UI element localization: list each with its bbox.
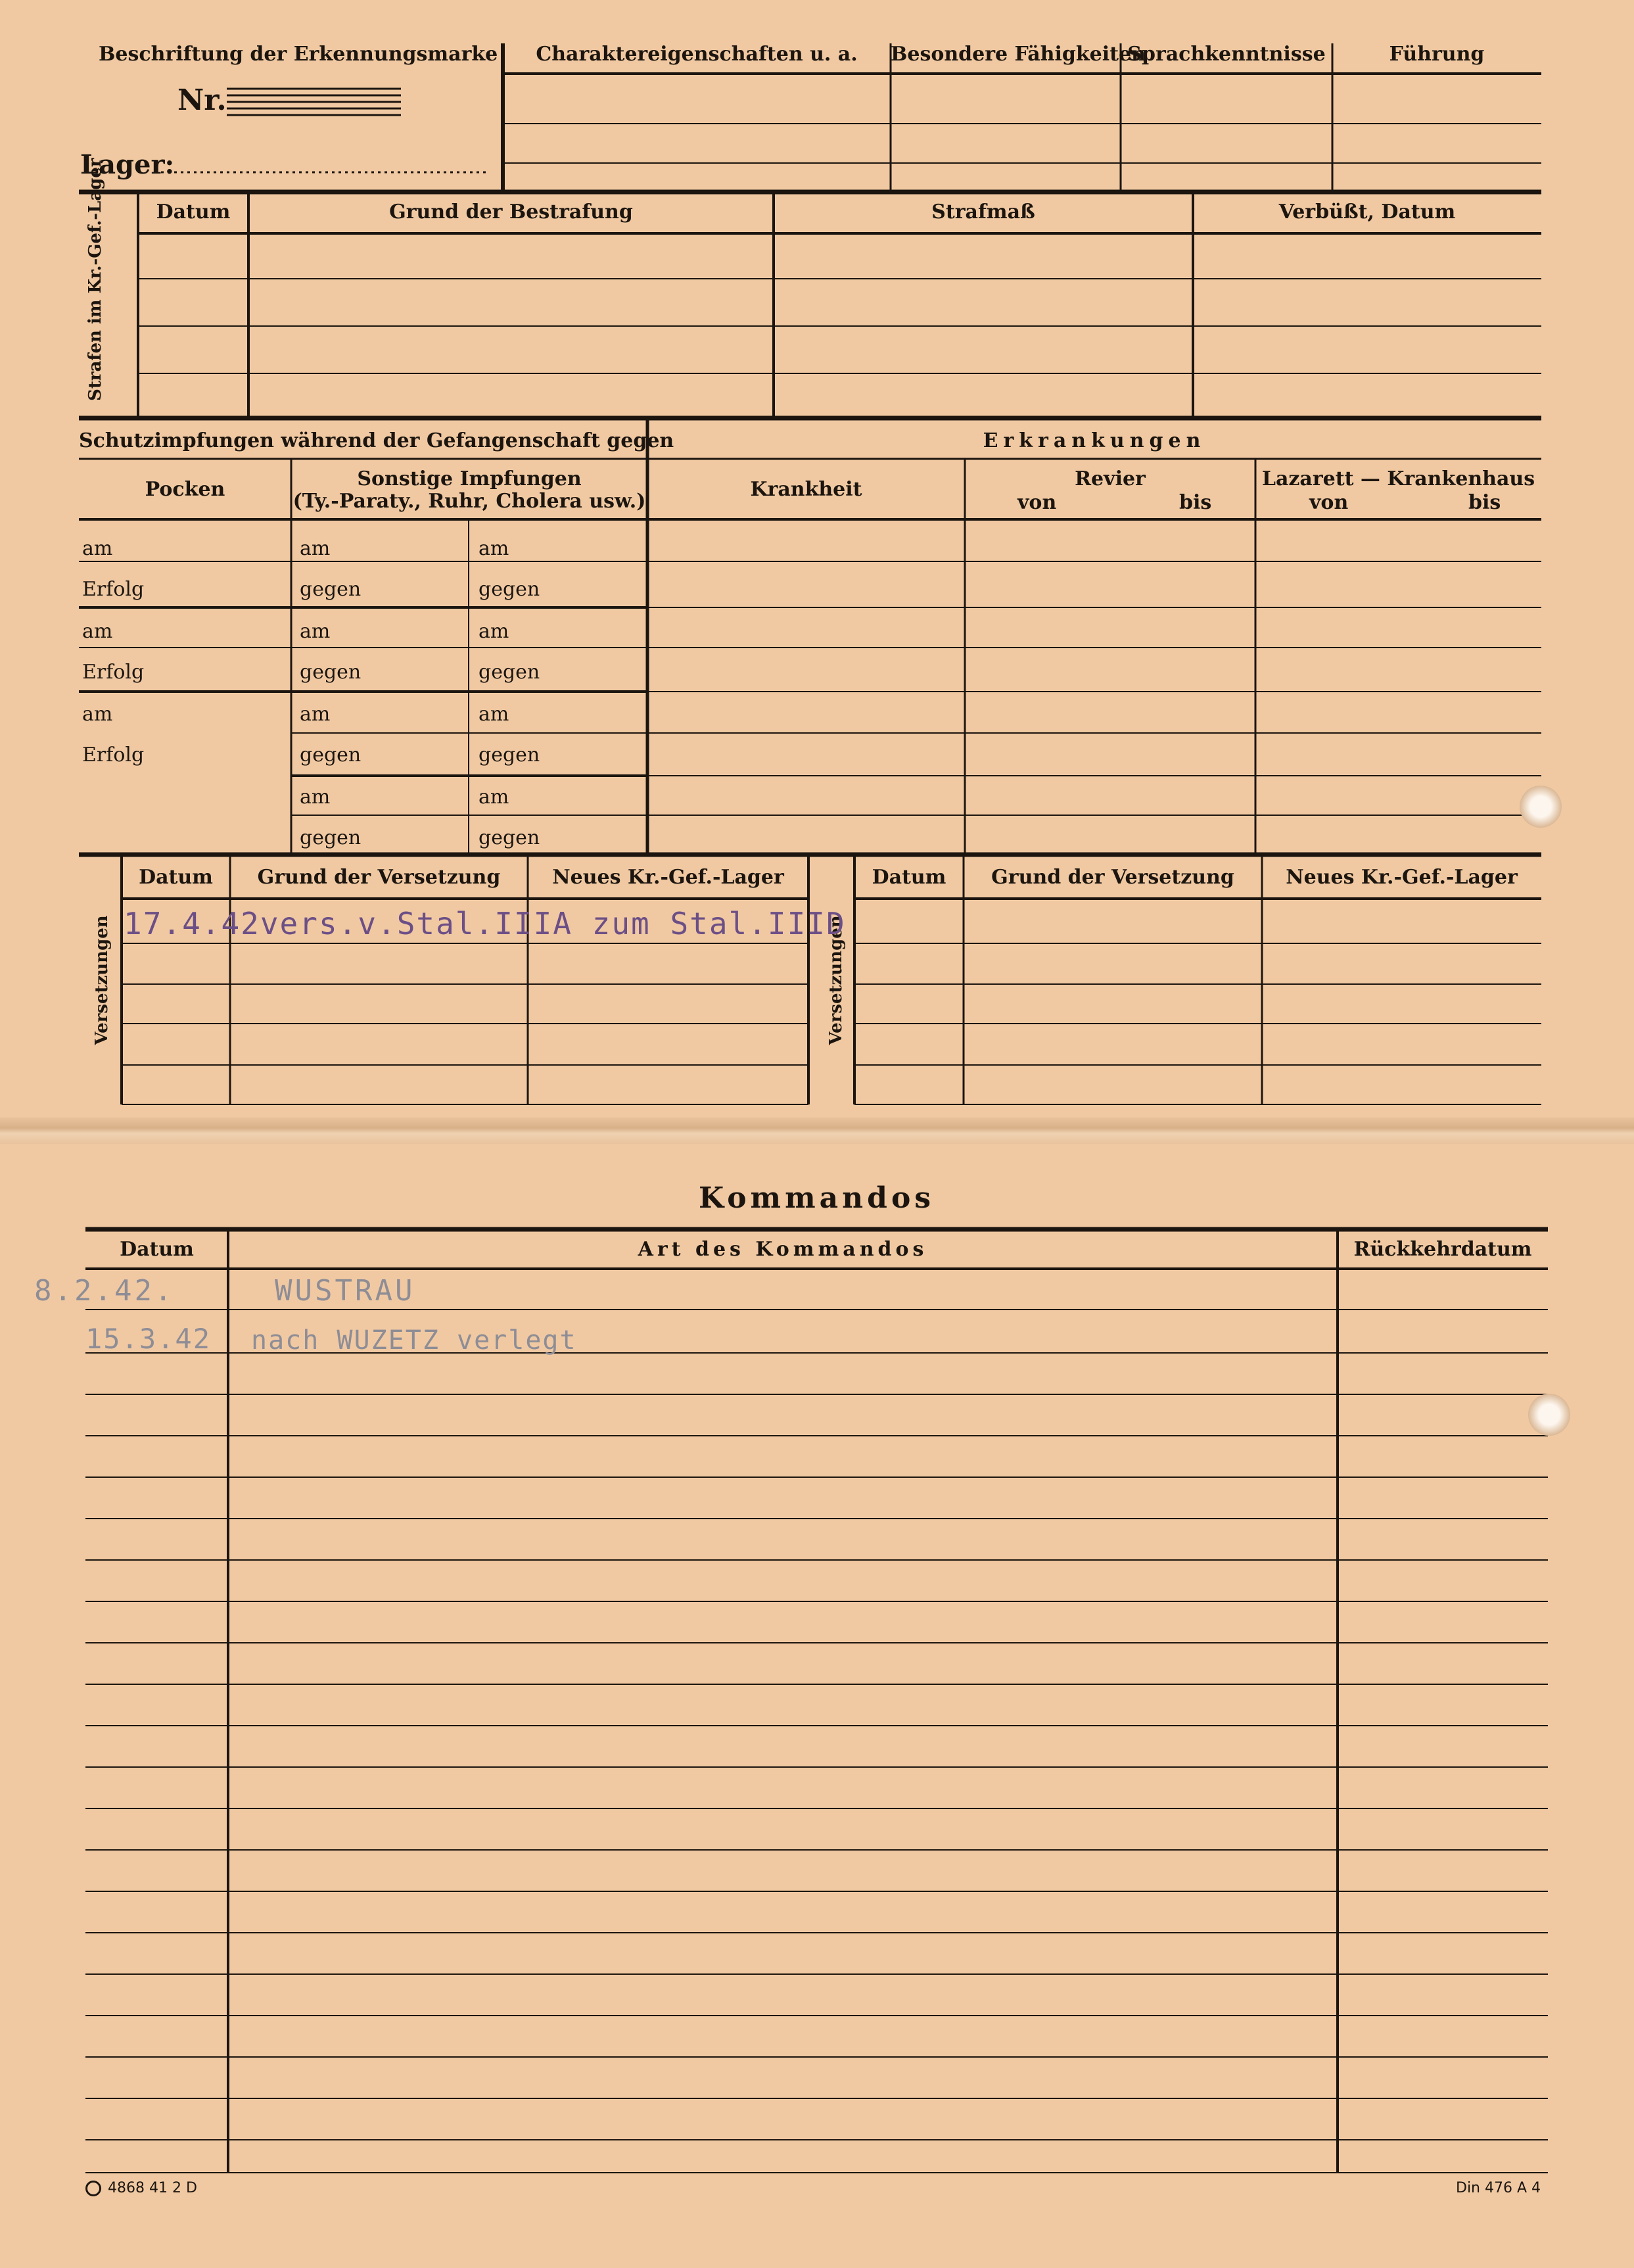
kommandos-datum-header: Datum [120,1238,194,1261]
footer-din: Din 476 A 4 [1456,2180,1541,2196]
sonstige-a-am-4: am [300,786,331,809]
impf-title: Schutzimpfungen während der Gefangenschaft gegen [79,429,674,452]
sonstige-a-am-2: am [300,620,331,643]
kommando-entry-2-datum: 15.3.42 [85,1323,212,1355]
col-sprach: Sprachkenntnisse [1127,43,1326,66]
kommando-entry-1-art: WUSTRAU [275,1274,415,1308]
revier-von: von [1017,491,1057,514]
lazarett-bis: bis [1468,491,1501,514]
pocken-erfolg-1: Erfolg [82,578,145,601]
col-fuehrung: Führung [1389,43,1485,66]
sonstige-a-gegen-2: gegen [300,661,362,684]
vers-right-neues: Neues Kr.-Gef.-Lager [1286,866,1518,889]
kommandos-art-header: Art des Kommandos [638,1238,928,1261]
erkrank-title: Erkrankungen [983,429,1206,452]
kommando-entry-2-art: nach WUZETZ verlegt [251,1325,577,1356]
sonstige-b-gegen-4: gegen [479,826,540,849]
pocken-am-1: am [82,537,113,560]
footer-left-code: 4868 41 2 D [108,2180,197,2196]
impf-sonstige-subheader: (Ty.-Paraty., Ruhr, Cholera usw.) [292,490,646,513]
nr-label: Nr. [177,83,227,117]
col-faehigkeiten: Besondere Fähigkeiten [891,43,1146,66]
lazarett-von: von [1309,491,1349,514]
pocken-erfolg-3: Erfolg [82,744,145,767]
vers-left-neues: Neues Kr.-Gef.-Lager [552,866,784,889]
punch-hole-top [1520,786,1562,828]
versetzungen-side-right: Versetzungen [826,915,846,1045]
sonstige-a-gegen-1: gegen [300,578,362,601]
sonstige-a-am-1: am [300,537,331,560]
strafen-side-label: Strafen im Kr.-Gef.-Lager [85,158,105,401]
vers-right-grund: Grund der Versetzung [991,866,1234,889]
sonstige-b-am-3: am [479,703,509,726]
versetzungen-side-left: Versetzungen [92,915,112,1045]
strafen-grund-header: Grund der Bestrafung [389,201,633,224]
punch-hole-bottom [1528,1394,1570,1436]
versetzung-stamp: 17.4.42vers.v.Stal.IIIA zum Stal.IIID [124,906,846,941]
sonstige-b-gegen-3: gegen [479,744,540,767]
erkrank-krankheit-header: Krankheit [750,478,862,501]
revier-bis: bis [1179,491,1212,514]
pocken-erfolg-2: Erfolg [82,661,145,684]
erkrank-lazarett-header: Lazarett — Krankenhaus [1261,467,1535,490]
kommandos-title: Kommandos [698,1181,935,1215]
sonstige-b-gegen-2: gegen [479,661,540,684]
sonstige-b-am-4: am [479,786,509,809]
vers-left-grund: Grund der Versetzung [257,866,501,889]
erkennungsmarke-label: Beschriftung der Erkennungsmarke [99,43,498,66]
sonstige-b-am-1: am [479,537,509,560]
sonstige-a-gegen-3: gegen [300,744,362,767]
pocken-am-2: am [82,620,113,643]
pocken-am-3: am [82,703,113,726]
kommando-entry-1-datum: 8.2.42. [34,1274,175,1308]
vers-right-datum: Datum [872,866,946,889]
col-charakter: Charaktereigenschaften u. a. [536,43,858,66]
sonstige-a-gegen-4: gegen [300,826,362,849]
printer-mark [85,2180,197,2196]
kommandos-rueckkehr-header: Rückkehrdatum [1353,1238,1532,1261]
sonstige-b-gegen-1: gegen [479,578,540,601]
vers-left-datum: Datum [139,866,213,889]
impf-sonstige-header: Sonstige Impfungen [357,467,582,490]
printer-seal-icon [85,2181,101,2196]
lager-label: Lager: [80,149,175,180]
strafen-verbuesst-header: Verbüßt, Datum [1278,201,1456,224]
strafen-mass-header: Strafmaß [931,201,1035,224]
sonstige-b-am-2: am [479,620,509,643]
strafen-datum-header: Datum [156,201,231,224]
sonstige-a-am-3: am [300,703,331,726]
impf-pocken-header: Pocken [145,478,225,501]
erkrank-revier-header: Revier [1075,467,1146,490]
